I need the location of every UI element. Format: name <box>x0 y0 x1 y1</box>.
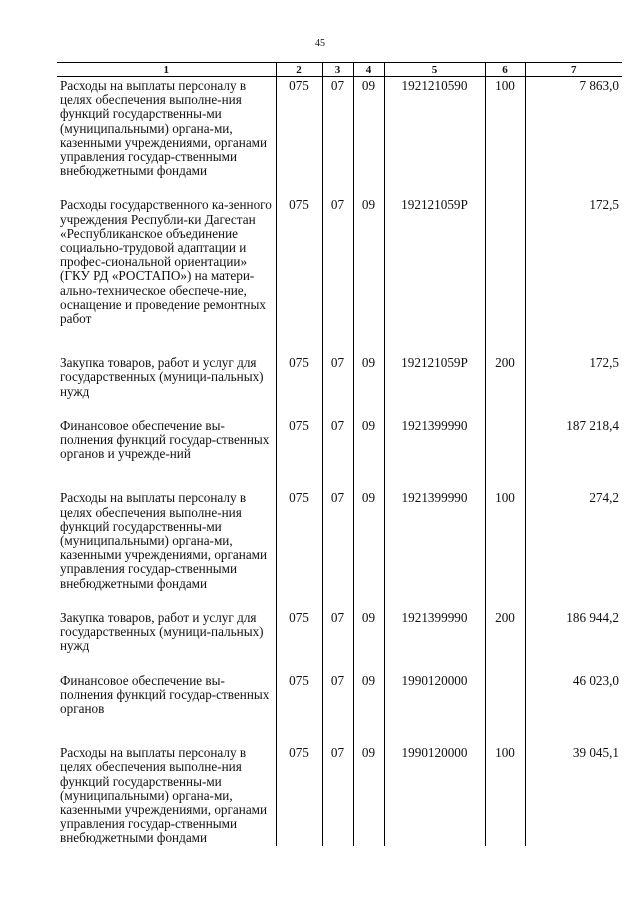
spacer-cell <box>525 716 622 746</box>
table-row <box>57 746 622 845</box>
column-header-5: 5 <box>384 63 485 77</box>
row-col-5: 1990120000 <box>384 746 485 845</box>
row-col-2: 075 <box>276 419 322 462</box>
row-col-4: 09 <box>353 674 384 717</box>
row-amount: 172,5 <box>525 356 622 399</box>
column-header-7: 7 <box>525 63 622 77</box>
row-description: Расходы на выплаты персоналу в целях обеспечения выполне-ния функций государственны-ми (муниципальными) органа-ми, казенными учреждениями, органами управления государ-ственными внебюджетными фондами <box>60 78 268 179</box>
row-col-4: 09 <box>353 746 384 845</box>
row-description: Закупка товаров, работ и услуг для государственных (муници-пальных) нужд <box>60 609 264 654</box>
spacer-cell <box>485 654 525 674</box>
spacer-cell <box>485 591 525 611</box>
spacer-cell <box>353 326 384 356</box>
row-col-4: 09 <box>353 77 384 179</box>
spacer-cell <box>57 654 276 674</box>
row-amount: 46 023,0 <box>525 674 622 717</box>
spacer-cell <box>384 654 485 674</box>
row-amount: 39 045,1 <box>525 746 622 845</box>
spacer-cell <box>384 326 485 356</box>
table-row <box>57 674 622 717</box>
row-spacer <box>57 461 622 491</box>
spacer-cell <box>276 399 322 419</box>
row-col-2: 075 <box>276 746 322 845</box>
spacer-cell <box>353 716 384 746</box>
row-col-5: 192121059Р <box>384 198 485 326</box>
row-col-2: 075 <box>276 198 322 326</box>
row-col-3: 07 <box>322 198 353 326</box>
spacer-cell <box>353 178 384 198</box>
row-col-3: 07 <box>322 356 353 399</box>
spacer-cell <box>322 716 353 746</box>
spacer-cell <box>276 178 322 198</box>
table-row <box>57 611 622 654</box>
spacer-cell <box>57 399 276 419</box>
table-row <box>57 419 622 462</box>
row-col-2: 075 <box>276 77 322 179</box>
spacer-cell <box>322 399 353 419</box>
row-col-3: 07 <box>322 419 353 462</box>
row-col-3: 07 <box>322 491 353 590</box>
row-col-5: 192121059Р <box>384 356 485 399</box>
row-spacer <box>57 399 622 419</box>
row-col-5: 1921399990 <box>384 419 485 462</box>
row-description: Расходы на выплаты персоналу в целях обеспечения выполне-ния функций государственны-ми (муниципальными) органа-ми, казенными учреждениями, органами управления государ-ственными внебюджетными фондами <box>60 490 268 591</box>
row-description: Расходы на выплаты персоналу в целях обеспечения выполне-ния функций государственны-ми (муниципальными) органа-ми, казенными учреждениями, органами управления государ-ственными внебюджетными фондами <box>60 745 268 846</box>
row-col-3: 07 <box>322 611 353 654</box>
row-spacer <box>57 178 622 198</box>
table-row <box>57 491 622 590</box>
row-description: Расходы государственного ка-зенного учреждения Республи-ки Дагестан «Республиканское объединение социально-трудовой адаптации и профес-сиональной ориентации» (ГКУ РД «РОСТАПО») на матери-ально-техническое обеспече-ние, оснащение и проведение ремонтных работ <box>60 197 272 327</box>
spacer-cell <box>353 461 384 491</box>
spacer-cell <box>322 591 353 611</box>
page-number: 45 <box>315 38 325 49</box>
row-col-5: 1921399990 <box>384 491 485 590</box>
row-spacer <box>57 591 622 611</box>
spacer-cell <box>276 654 322 674</box>
spacer-cell <box>57 461 276 491</box>
table-row <box>57 356 622 399</box>
row-spacer <box>57 716 622 746</box>
row-col-5: 1921399990 <box>384 611 485 654</box>
column-header-6: 6 <box>485 63 525 77</box>
row-col-6: 100 <box>485 77 525 179</box>
spacer-cell <box>384 591 485 611</box>
row-description: Финансовое обеспечение вы-полнения функций государ-ственных органов и учрежде-ний <box>60 417 270 462</box>
row-col-6 <box>485 419 525 462</box>
spacer-cell <box>57 716 276 746</box>
spacer-cell <box>353 591 384 611</box>
row-col-4: 09 <box>353 491 384 590</box>
row-amount: 187 218,4 <box>525 419 622 462</box>
spacer-cell <box>525 591 622 611</box>
row-col-4: 09 <box>353 419 384 462</box>
column-header-2: 2 <box>276 63 322 77</box>
row-col-2: 075 <box>276 674 322 717</box>
spacer-cell <box>485 461 525 491</box>
row-col-6: 100 <box>485 746 525 845</box>
spacer-cell <box>322 326 353 356</box>
spacer-cell <box>485 399 525 419</box>
row-amount: 274,2 <box>525 491 622 590</box>
spacer-cell <box>525 461 622 491</box>
row-col-5: 1990120000 <box>384 674 485 717</box>
table-body <box>57 77 622 846</box>
row-description: Финансовое обеспечение вы-полнения функций государ-ственных органов <box>60 672 270 716</box>
spacer-cell <box>322 178 353 198</box>
budget-table <box>57 62 622 846</box>
column-header-3: 3 <box>322 63 353 77</box>
spacer-cell <box>384 399 485 419</box>
row-amount: 172,5 <box>525 198 622 326</box>
row-col-3: 07 <box>322 77 353 179</box>
row-amount: 186 944,2 <box>525 611 622 654</box>
spacer-cell <box>353 654 384 674</box>
row-col-2: 075 <box>276 491 322 590</box>
table-row <box>57 77 622 179</box>
row-spacer <box>57 654 622 674</box>
row-col-4: 09 <box>353 198 384 326</box>
row-col-2: 075 <box>276 611 322 654</box>
table-header-row <box>57 63 622 77</box>
row-col-3: 07 <box>322 674 353 717</box>
row-description: Закупка товаров, работ и услуг для государственных (муници-пальных) нужд <box>60 355 264 399</box>
row-col-6 <box>485 674 525 717</box>
spacer-cell <box>485 178 525 198</box>
spacer-cell <box>276 326 322 356</box>
spacer-cell <box>384 461 485 491</box>
row-col-6 <box>485 198 525 326</box>
row-amount: 7 863,0 <box>525 77 622 179</box>
row-col-3: 07 <box>322 746 353 845</box>
spacer-cell <box>525 178 622 198</box>
row-col-4: 09 <box>353 611 384 654</box>
row-spacer <box>57 326 622 356</box>
column-header-1: 1 <box>57 63 276 77</box>
spacer-cell <box>57 326 276 356</box>
spacer-cell <box>57 591 276 611</box>
column-header-4: 4 <box>353 63 384 77</box>
spacer-cell <box>384 716 485 746</box>
spacer-cell <box>322 461 353 491</box>
spacer-cell <box>276 591 322 611</box>
spacer-cell <box>57 178 276 198</box>
spacer-cell <box>525 399 622 419</box>
spacer-cell <box>322 654 353 674</box>
spacer-cell <box>384 178 485 198</box>
row-col-6: 100 <box>485 491 525 590</box>
spacer-cell <box>525 326 622 356</box>
row-col-5: 1921210590 <box>384 77 485 179</box>
table-row <box>57 198 622 326</box>
spacer-cell <box>276 461 322 491</box>
spacer-cell <box>353 399 384 419</box>
row-col-4: 09 <box>353 356 384 399</box>
spacer-cell <box>525 654 622 674</box>
row-col-2: 075 <box>276 356 322 399</box>
row-col-6: 200 <box>485 611 525 654</box>
spacer-cell <box>485 326 525 356</box>
spacer-cell <box>276 716 322 746</box>
row-col-6: 200 <box>485 356 525 399</box>
spacer-cell <box>485 716 525 746</box>
